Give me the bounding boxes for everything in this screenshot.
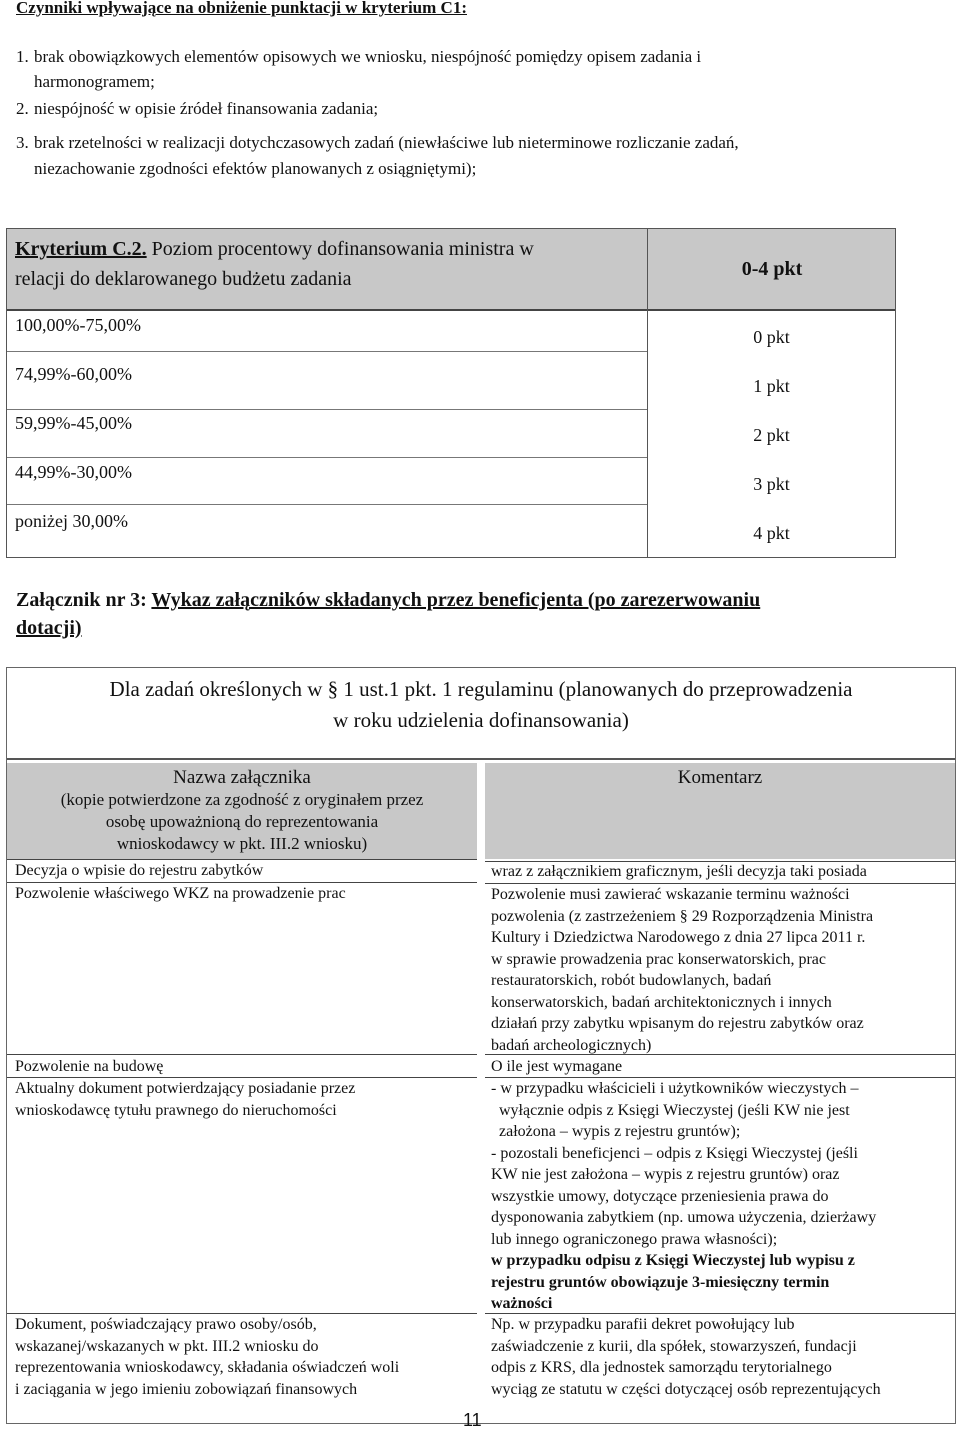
c2-points-3: 3 pkt [753,474,790,494]
name-line: i zaciągania w jego imieniu zobowiązań finansowych [15,1380,358,1398]
comment-line: badań archeologicznych) [491,1036,652,1054]
comment-line: dysponowania zabytkiem (np. umowa użyczenia, dzierżawy [491,1209,877,1226]
annex-label: Załącznik nr 3: [16,589,147,611]
comment-line: - pozostali beneficjenci – odpis z Księgi Wieczystej (jeśli [491,1144,858,1162]
c2-row-line [7,457,647,458]
criterion-c2-table [6,228,896,558]
comment-line: - w przypadku właścicieli i użytkowników wieczystych – [491,1080,859,1097]
comment-line: działań przy zabytku wpisanym do rejestru zabytków oraz [491,1015,864,1032]
comment-line: lub innego ograniczonego prawa własności); [491,1230,778,1248]
annex-title-line1: Wykaz załączników składanych przez beneficjenta (po zarezerwowaniu [151,589,761,611]
comment-line: pozwolenia (z zastrzeżeniem § 29 Rozporządzenia Ministra [491,907,874,925]
attachment-name-5 [15,1314,399,1400]
c2-points-range: 0-4 pkt [647,229,896,309]
name-line: reprezentowania wnioskodawcy, składania oświadczeń woli [15,1359,400,1376]
c2-label: Kryterium C.2. [15,238,147,260]
annex-heading [16,586,760,642]
c1-item-2-num: 2. [16,99,29,118]
attachment-name-1: Decyzja o wpisie do rejestru zabytków [15,862,264,879]
comment-line: wszystkie umowy, dotyczące przeniesienia prawa do [491,1187,829,1205]
col1-sub-3: wnioskodawcy w pkt. III.2 wniosku) [116,834,368,853]
c2-title-line2: relacji do deklarowanego budżetu zadania [15,268,352,290]
comment-line: konserwatorskich, badań architektonicznych i innych [491,993,832,1011]
col2-title: Komentarz [677,767,763,788]
attachments-table [6,667,956,1424]
row-line [485,1054,955,1055]
c2-points-4: 4 pkt [753,523,790,543]
c2-row-line [7,504,647,505]
comment-line-bold: rejestru gruntów obowiązuje 3-miesięczny termin [491,1273,830,1291]
c2-title-rest: Poziom procentowy dofinansowania ministra w [146,238,534,260]
c2-range-2: 59,99%-45,00% [15,413,132,433]
comment-line: w sprawie prowadzenia prac konserwatorskich, prac [491,950,826,968]
comment-line: restauratorskich, robót budowlanych, badań [491,972,772,989]
attachments-heading-line1: Dla zadań określonych w § 1 ust.1 pkt. 1 regulaminu (planowanych do przeprowadzenia [109,677,853,701]
attachment-comment-5 [491,1314,881,1400]
comment-line: Np. w przypadku parafii dekret powołujący lub [491,1316,795,1333]
c2-header-row [7,229,895,311]
column-header-comment [485,763,955,859]
attachment-comment-3: O ile jest wymagane [491,1058,623,1075]
name-line: Dokument, poświadczający prawo osoby/osób, [15,1316,317,1333]
c2-range-1: 74,99%-60,00% [15,364,132,384]
c2-points-0: 0 pkt [753,327,790,347]
comment-line: wyciąg ze statutu w części dotyczącej osób reprezentujących [491,1380,881,1398]
c1-factors-heading: Czynniki wpływające na obniżenie punktacji w kryterium C1: [16,0,467,17]
page-number: 11 [463,1410,482,1430]
comment-line: wyłącznie odpis z Księgi Wieczystej (jeśli KW nie jest [499,1101,850,1119]
comment-line: zaświadczenie z kurii, dla spółek, stowarzyszeń, fundacji [491,1337,857,1355]
c2-points-2: 2 pkt [753,425,790,445]
col1-sub-2: osobę upoważnioną do reprezentowania [105,812,379,831]
row-line [7,1054,477,1055]
c2-row-line [7,409,647,410]
attachment-comment-1: wraz z załącznikiem graficznym, jeśli decyzja taki posiada [491,863,867,880]
c2-points-1: 1 pkt [753,376,790,396]
attachment-name-3: Pozwolenie na budowę [15,1058,164,1075]
comment-line: Kultury i Dziedzictwa Narodowego z dnia 27 lipca 2011 r. [491,929,866,946]
attachment-name-4 [15,1078,355,1121]
column-header-name [7,763,477,859]
name-line: Aktualny dokument potwierdzający posiadanie przez [15,1080,356,1097]
c1-item-2-text: niespójność w opisie źródeł finansowania zadania; [34,99,379,118]
c1-item-1-num: 1. [16,47,29,66]
attachment-comment-4 [491,1078,876,1315]
col1-sub-1: (kopie potwierdzone za zgodność z oryginałem przez [60,790,424,809]
c1-item-3-num: 3. [16,133,29,152]
c2-title [15,234,635,294]
attachment-name-2: Pozwolenie właściwego WKZ na prowadzenie prac [15,885,346,902]
comment-line: KW nie jest założona – wypis z rejestru gruntów) oraz [491,1166,840,1183]
col1-title: Nazwa załącznika [173,767,311,788]
comment-line: odpis z KRS, dla jednostek samorządu terytorialnego [491,1359,832,1376]
attachment-comment-2 [491,884,873,1056]
annex-title-line2: dotacji) [16,617,82,639]
comment-line: założona – wypis z rejestru gruntów); [499,1123,741,1140]
c1-item-1-text: brak obowiązkowych elementów opisowych we wniosku, niespójność pomiędzy opisem zadania i [34,47,702,66]
attachments-heading [7,668,955,758]
c1-item-1-cont: harmonogramem; [34,72,155,91]
c2-range-4: poniżej 30,00% [15,511,128,531]
comment-line-bold: w przypadku odpisu z Księgi Wieczystej lub wypisu z [491,1252,855,1269]
name-line: wskazanej/wskazanych w pkt. III.2 wniosku do [15,1337,319,1355]
c1-item-3-cont: niezachowanie zgodności efektów planowanych z osiągniętymi); [34,159,477,178]
heading-divider [7,758,955,760]
c2-range-0: 100,00%-75,00% [15,315,141,335]
c1-item-3-text: brak rzetelności w realizacji dotychczasowych zadań (niewłaściwe lub nieterminowe rozliczanie zadań, [34,133,739,152]
c2-range-3: 44,99%-30,00% [15,462,132,482]
name-line: wnioskodawcę tytułu prawnego do nieruchomości [15,1101,337,1119]
comment-line: Pozwolenie musi zawierać wskazanie terminu ważności [491,886,850,903]
attachments-heading-line2: w roku udzielenia dofinansowania) [333,708,629,732]
comment-line-bold: ważności [491,1295,553,1312]
c2-row-line [7,351,647,352]
